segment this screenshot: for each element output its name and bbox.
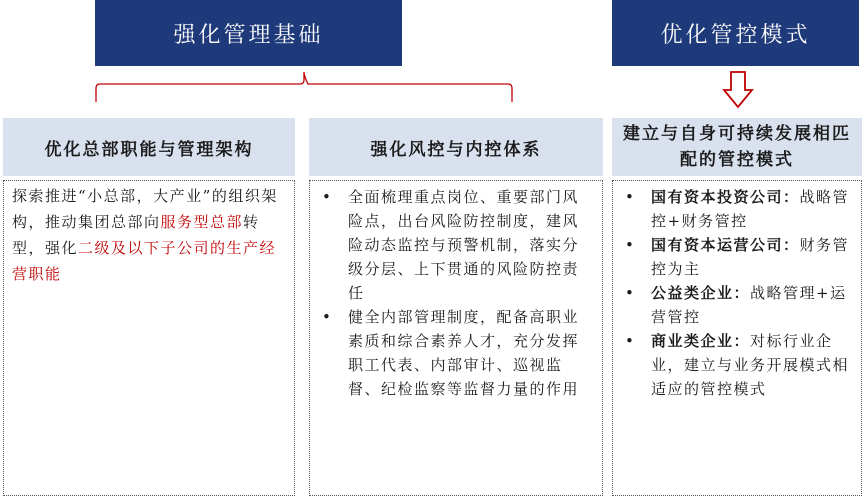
- col3-bullet-text-3: 战略管理+运营管控: [651, 284, 847, 326]
- col1-text-part1: 探索推进“小总部，大产业”的组织架构，推动集团总部向: [12, 187, 278, 231]
- col3-bullet-label-3: 公益类企业：: [651, 284, 751, 302]
- col1-text: [4, 181, 294, 289]
- col1-text-part2: 转型，强化: [12, 213, 260, 257]
- col3-bullet-item: • 商业类企业：对标行业企业，建立与业务开展模式相适应的管控模式: [625, 332, 850, 398]
- col1-title-bar: [3, 116, 295, 176]
- col3-title: 建立与自身可持续发展相匹配的管控模式: [623, 124, 851, 170]
- col1-card: [3, 180, 295, 496]
- col3-card: [612, 180, 862, 496]
- col2-bullet-text-1: 全面梳理重点岗位、重要部门风险点，出台风险防控制度，建风险动态监控与预警机制，落实分级分层、上下贯通的风险防控责任: [348, 188, 580, 302]
- header-strengthen-label: 强化管理基础: [173, 22, 324, 48]
- col1-text-highlight1: 服务型总部: [160, 213, 244, 231]
- col1-text-highlight2: 二级及以下子公司的生产经营职能: [12, 239, 277, 283]
- header-optimize-label: 优化管控模式: [660, 22, 811, 48]
- col3-bullet-item: • 公益类企业：战略管理+运营管控: [625, 284, 847, 326]
- col2-bullet-text-2: 健全内部管理制度，配备高职业素质和综合素养人才，充分发挥职工代表、内部审计、巡视监督、纪检监察等监督力量的作用: [348, 308, 580, 398]
- col2-card: [309, 180, 603, 496]
- col3-bullet-item: • 国有资本运营公司：财务管控为主: [625, 236, 850, 278]
- col3-bullet-list: [613, 181, 861, 401]
- col3-bullet-label-1: 国有资本投资公司：: [651, 188, 800, 206]
- col3-bullet-item: • 国有资本投资公司：战略管控+财务管控: [625, 188, 850, 230]
- col3-bullet-text-1: 战略管控+财务管控: [651, 188, 850, 230]
- col3-bullet-text-4: 对标行业企业，建立与业务开展模式相适应的管控模式: [651, 332, 850, 398]
- col2-bullet-item: • 健全内部管理制度，配备高职业素质和综合素养人才，充分发挥职工代表、内部审计、巡视监督、纪检监察等监督力量的作用: [322, 308, 580, 398]
- col3-bullet-label-2: 国有资本运营公司：: [651, 236, 800, 254]
- col3-bullet-text-2: 财务管控为主: [651, 236, 850, 278]
- col2-title: 强化风控与内控体系: [370, 139, 542, 160]
- down-arrow-icon: [722, 70, 754, 110]
- col2-title-bar: [309, 116, 603, 176]
- col3-bullet-label-4: 商业类企业：: [651, 332, 751, 350]
- col2-bullet-item: • 全面梳理重点岗位、重要部门风险点，出台风险防控制度，建风险动态监控与预警机制，落实分级分层、上下贯通的风险防控责任: [322, 188, 580, 302]
- col2-bullet-list: [310, 181, 602, 401]
- col1-title: 优化总部职能与管理架构: [44, 139, 254, 160]
- col3-title-bar: [612, 116, 862, 176]
